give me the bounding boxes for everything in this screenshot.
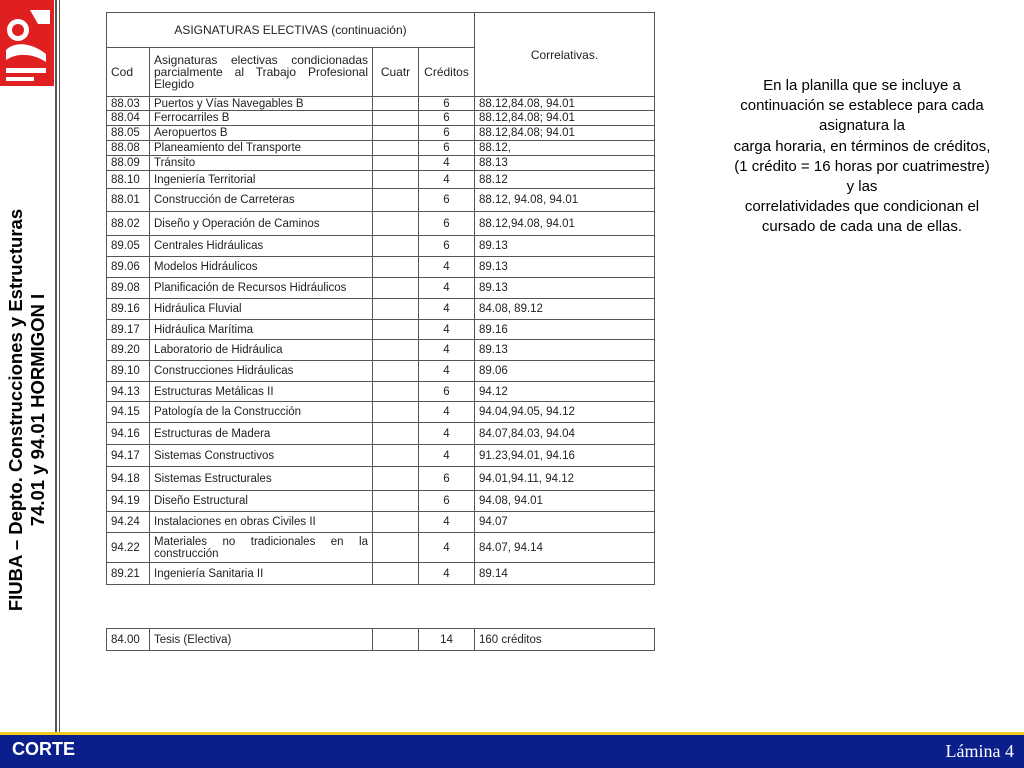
cell-cuatr [373, 445, 419, 467]
description-line: asignatura la [819, 117, 905, 135]
cell-cod: 94.24 [107, 512, 150, 533]
cell-cuatr [373, 278, 419, 299]
cell-cod: 89.21 [107, 563, 150, 585]
description-line: carga horaria, en términos de créditos, [733, 137, 991, 155]
cell-cuatr [373, 299, 419, 320]
table-row [107, 141, 655, 156]
cell-correlativas: 88.12, 94.08, 94.01 [475, 189, 655, 212]
cell-asignatura: Ferrocarriles B [150, 111, 373, 126]
cell-asignatura: Laboratorio de Hidráulica [150, 340, 373, 361]
cell-cod: 94.22 [107, 533, 150, 563]
cell-asignatura: Hidráulica Marítima [150, 320, 373, 340]
cell-cuatr [373, 171, 419, 189]
cell-cuatr [373, 402, 419, 423]
cell-creditos: 4 [419, 299, 475, 320]
tesis-cuatr [373, 629, 419, 651]
cell-cuatr [373, 156, 419, 171]
cell-asignatura: Patología de la Construcción [150, 402, 373, 423]
cell-cod: 88.03 [107, 97, 150, 111]
cell-cod: 88.04 [107, 111, 150, 126]
cell-cuatr [373, 361, 419, 382]
cell-correlativas: 94.12 [475, 382, 655, 402]
cell-asignatura: Planificación de Recursos Hidráulicos [150, 278, 373, 299]
cell-cod: 89.05 [107, 236, 150, 257]
logo-emblem-icon [0, 0, 54, 86]
cell-creditos: 6 [419, 111, 475, 126]
cell-correlativas: 94.01,94.11, 94.12 [475, 467, 655, 491]
cell-creditos: 6 [419, 212, 475, 236]
vertical-divider-thin [59, 0, 60, 732]
cell-correlativas: 88.13 [475, 156, 655, 171]
table-row [107, 299, 655, 320]
cell-creditos: 4 [419, 402, 475, 423]
description-line: cursado de cada una de ellas. [761, 218, 963, 236]
cell-asignatura: Aeropuertos B [150, 126, 373, 141]
cell-creditos: 4 [419, 361, 475, 382]
table-row [107, 361, 655, 382]
table-row [107, 97, 655, 111]
header-creditos: Créditos [419, 48, 475, 97]
cell-correlativas: 89.13 [475, 257, 655, 278]
footer-bar [0, 732, 1024, 768]
cell-cod: 89.17 [107, 320, 150, 340]
header-asignatura: Asignaturas electivas condicionadas parcialmente al Trabajo Profesional Elegido [150, 48, 373, 97]
table-row [107, 126, 655, 141]
cell-creditos: 4 [419, 320, 475, 340]
table-title: ASIGNATURAS ELECTIVAS (continuación) [107, 13, 475, 48]
cell-correlativas: 89.16 [475, 320, 655, 340]
cell-correlativas: 88.12,84.08; 94.01 [475, 111, 655, 126]
cell-creditos: 6 [419, 382, 475, 402]
cell-cod: 94.18 [107, 467, 150, 491]
fiuba-logo [0, 0, 54, 86]
cell-cuatr [373, 512, 419, 533]
cell-cuatr [373, 111, 419, 126]
cell-creditos: 6 [419, 97, 475, 111]
tesis-creditos: 14 [419, 629, 475, 651]
cell-cod: 88.10 [107, 171, 150, 189]
cell-cod: 94.19 [107, 491, 150, 512]
cell-asignatura: Centrales Hidráulicas [150, 236, 373, 257]
cell-cuatr [373, 212, 419, 236]
description-line: y las [846, 178, 878, 196]
table-row [107, 320, 655, 340]
tesis-cod: 84.00 [107, 629, 150, 651]
cell-creditos: 4 [419, 257, 475, 278]
cell-cod: 94.17 [107, 445, 150, 467]
description-line: En la planilla que se incluye a [763, 77, 961, 94]
cell-asignatura: Construcciones Hidráulicas [150, 361, 373, 382]
cell-correlativas: 84.07, 94.14 [475, 533, 655, 563]
cell-asignatura: Modelos Hidráulicos [150, 257, 373, 278]
table-row [107, 512, 655, 533]
cell-asignatura: Estructuras Metálicas II [150, 382, 373, 402]
cell-correlativas: 88.12 [475, 171, 655, 189]
header-cuatr: Cuatr [373, 48, 419, 97]
header-correlativas: Correlativas. [475, 13, 655, 97]
table-row [107, 445, 655, 467]
cell-cuatr [373, 491, 419, 512]
cell-cod: 89.16 [107, 299, 150, 320]
cell-cod: 88.08 [107, 141, 150, 156]
cell-cod: 89.08 [107, 278, 150, 299]
table-row [107, 629, 655, 651]
side-title [0, 92, 54, 728]
cell-asignatura: Materiales no tradicionales en la construcción [150, 533, 373, 563]
cell-cuatr [373, 236, 419, 257]
cell-creditos: 4 [419, 563, 475, 585]
cell-cod: 89.20 [107, 340, 150, 361]
table-row [107, 491, 655, 512]
table-row [107, 212, 655, 236]
cell-asignatura: Estructuras de Madera [150, 423, 373, 445]
side-title-line2: 74.01 y 94.01 HORMIGON I [27, 293, 48, 527]
table-row [107, 189, 655, 212]
description-line: continuación se establece para cada [740, 97, 984, 115]
table-row [107, 257, 655, 278]
cell-correlativas: 89.13 [475, 278, 655, 299]
cell-cuatr [373, 533, 419, 563]
tesis-asignatura: Tesis (Electiva) [150, 629, 373, 651]
cell-creditos: 4 [419, 445, 475, 467]
cell-asignatura: Planeamiento del Transporte [150, 141, 373, 156]
cell-asignatura: Puertos y Vías Navegables B [150, 97, 373, 111]
table-row [107, 340, 655, 361]
cell-correlativas: 89.06 [475, 361, 655, 382]
cell-asignatura: Ingeniería Sanitaria II [150, 563, 373, 585]
cell-cuatr [373, 340, 419, 361]
tesis-correlativas: 160 créditos [475, 629, 655, 651]
cell-cod: 88.02 [107, 212, 150, 236]
cell-correlativas: 84.07,84.03, 94.04 [475, 423, 655, 445]
cell-creditos: 4 [419, 171, 475, 189]
tesis-table [106, 628, 655, 651]
side-title-line1: FIUBA – Depto. Construcciones y Estructuras [5, 208, 26, 612]
cell-creditos: 4 [419, 533, 475, 563]
cell-cod: 89.10 [107, 361, 150, 382]
cell-correlativas: 94.07 [475, 512, 655, 533]
cell-cod: 88.01 [107, 189, 150, 212]
description-line: (1 crédito = 16 horas por cuatrimestre) [734, 157, 990, 175]
cell-correlativas: 94.08, 94.01 [475, 491, 655, 512]
electives-table [106, 12, 655, 585]
cell-asignatura: Sistemas Constructivos [150, 445, 373, 467]
cell-asignatura: Instalaciones en obras Civiles II [150, 512, 373, 533]
cell-creditos: 4 [419, 512, 475, 533]
cell-cuatr [373, 189, 419, 212]
cell-cuatr [373, 382, 419, 402]
cell-asignatura: Diseño Estructural [150, 491, 373, 512]
table-row [107, 278, 655, 299]
table-row [107, 533, 655, 563]
description-text [708, 76, 1016, 238]
cell-asignatura: Ingeniería Territorial [150, 171, 373, 189]
cell-correlativas: 94.04,94.05, 94.12 [475, 402, 655, 423]
table-row [107, 563, 655, 585]
cell-creditos: 4 [419, 278, 475, 299]
cell-creditos: 6 [419, 491, 475, 512]
table-row [107, 236, 655, 257]
cell-correlativas: 88.12,94.08, 94.01 [475, 212, 655, 236]
table-row [107, 402, 655, 423]
cell-correlativas: 88.12, [475, 141, 655, 156]
cell-asignatura: Tránsito [150, 156, 373, 171]
vertical-divider [55, 0, 57, 732]
table-row [107, 423, 655, 445]
cell-creditos: 4 [419, 340, 475, 361]
cell-creditos: 6 [419, 189, 475, 212]
cell-asignatura: Hidráulica Fluvial [150, 299, 373, 320]
cell-cod: 94.16 [107, 423, 150, 445]
cell-cod: 88.05 [107, 126, 150, 141]
cell-creditos: 6 [419, 126, 475, 141]
cell-cuatr [373, 257, 419, 278]
cell-cuatr [373, 141, 419, 156]
cell-cod: 89.06 [107, 257, 150, 278]
table-row [107, 111, 655, 126]
cell-cuatr [373, 467, 419, 491]
cell-cod: 88.09 [107, 156, 150, 171]
cell-correlativas: 89.13 [475, 236, 655, 257]
cell-correlativas: 91.23,94.01, 94.16 [475, 445, 655, 467]
table-row [107, 156, 655, 171]
cell-cuatr [373, 97, 419, 111]
cell-asignatura: Diseño y Operación de Caminos [150, 212, 373, 236]
header-cod: Cod [107, 48, 150, 97]
table-row [107, 382, 655, 402]
cell-creditos: 4 [419, 423, 475, 445]
cell-asignatura: Construcción de Carreteras [150, 189, 373, 212]
cell-creditos: 6 [419, 467, 475, 491]
footer-slide-number: Lámina 4 [945, 741, 1014, 761]
table-row [107, 171, 655, 189]
table-row [107, 467, 655, 491]
footer-section-label: CORTE [12, 739, 75, 759]
cell-creditos: 6 [419, 236, 475, 257]
footer-accent-line [0, 732, 1024, 735]
cell-creditos: 6 [419, 141, 475, 156]
cell-correlativas: 88.12,84.08; 94.01 [475, 126, 655, 141]
cell-cod: 94.15 [107, 402, 150, 423]
cell-asignatura: Sistemas Estructurales [150, 467, 373, 491]
cell-correlativas: 84.08, 89.12 [475, 299, 655, 320]
description-line: correlatividades que condicionan el [744, 198, 980, 216]
cell-cuatr [373, 423, 419, 445]
cell-cuatr [373, 320, 419, 340]
cell-correlativas: 89.13 [475, 340, 655, 361]
cell-correlativas: 88.12,84.08, 94.01 [475, 97, 655, 111]
cell-correlativas: 89.14 [475, 563, 655, 585]
cell-creditos: 4 [419, 156, 475, 171]
cell-cod: 94.13 [107, 382, 150, 402]
cell-cuatr [373, 126, 419, 141]
cell-cuatr [373, 563, 419, 585]
